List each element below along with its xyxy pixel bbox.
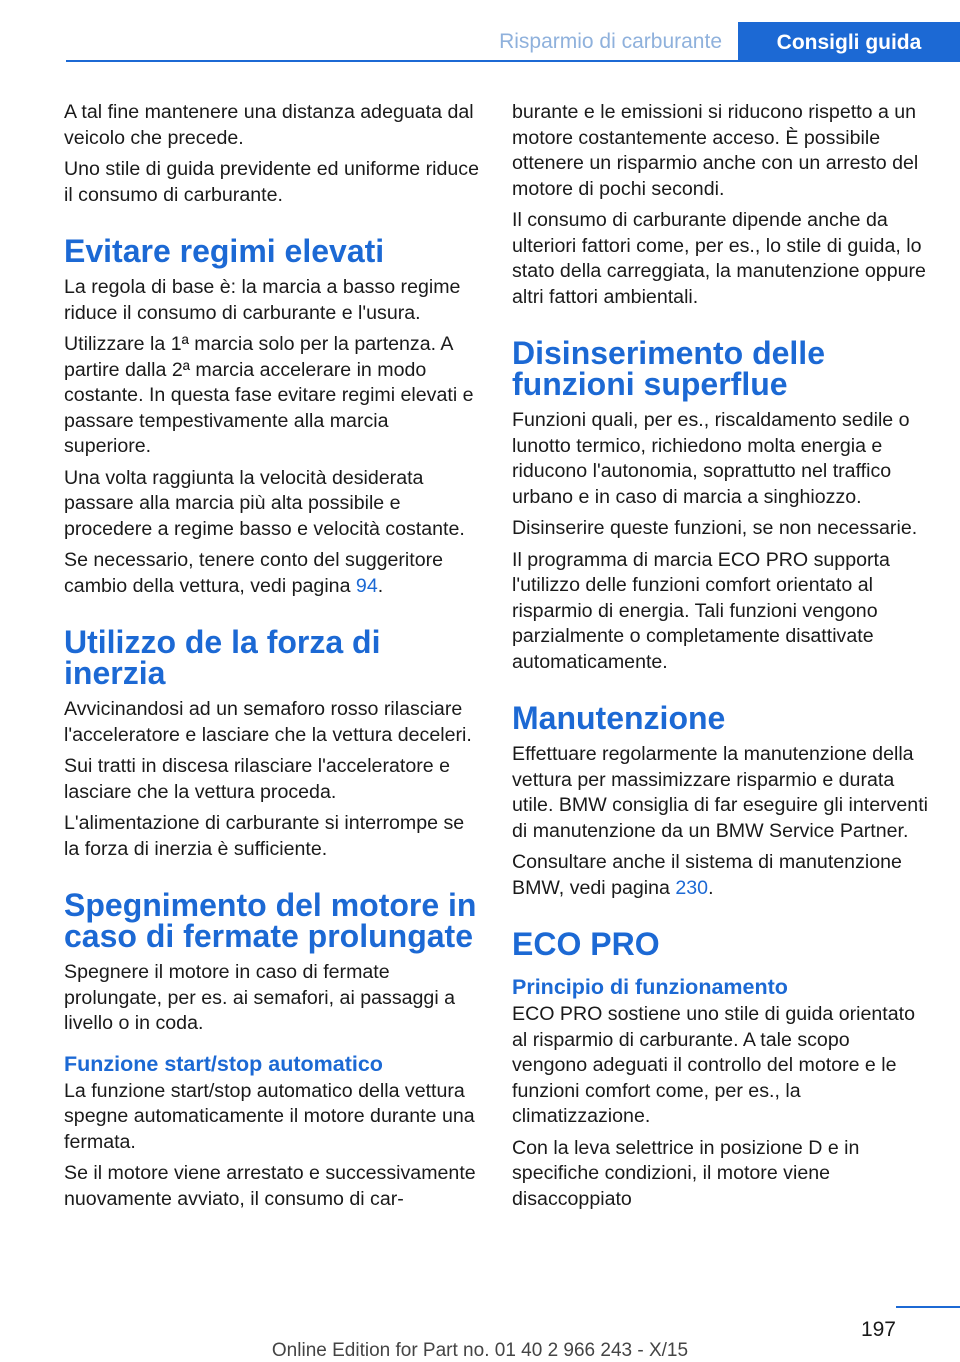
page-link-230[interactable]: 230: [675, 876, 709, 899]
header-chapter-tab: Consigli guida: [738, 22, 960, 62]
heading-forza-inerzia: Utilizzo de la forza di inerzia: [64, 624, 381, 691]
paragraph: Effettuare regolarmente la manutenzione della vettura per massimizzare risparmio e durata utile. BMW consiglia di far eseguire gli interventi di manutenzione da un BMW Service Partner.: [512, 743, 929, 842]
paragraph: Il consumo di carburante dipende anche da ulteriori fattori come, per es., lo stile di guida, lo stato della carreggiata, la manutenzione oppure altri fattori ambientali.: [512, 209, 926, 308]
edition-footer: Online Edition for Part no. 01 40 2 966 243 - X/15: [271, 1340, 689, 1361]
heading-spegnimento-motore: Spegnimento del motore in caso di fermate prolungate: [64, 887, 477, 954]
paragraph: ECO PRO sostiene uno stile di guida orientato al risparmio di carburante. A tale scopo vengono adeguati il controllo del motore e le funzioni comfort come, per es., la climatizzazione.: [512, 1003, 915, 1127]
paragraph: Una volta raggiunta la velocità desiderata passare alla marcia più alta possibile e procedere a regime basso e velocità costante.: [64, 466, 465, 540]
paragraph-text: Consultare anche il sistema di manutenzione BMW, vedi pagina: [512, 851, 902, 899]
paragraph: Se il motore viene arrestato e successivamente nuovamente avviato, il consumo di car-: [64, 1162, 476, 1210]
paragraph: La funzione start/stop automatico della vettura spegne automaticamente il motore durante una fermata.: [64, 1079, 475, 1153]
right-column: [512, 100, 928, 1218]
paragraph: Funzioni quali, per es., riscaldamento sedile o lunotto termico, richiedono molta energia e riducono l'autonomia, soprattutto nel traffico urbano e in caso di marcia a singhiozzo.: [512, 409, 910, 508]
page-number: 197: [860, 1318, 896, 1341]
paragraph: Sui tratti in discesa rilasciare l'acceleratore e lasciare che la vettura proceda.: [64, 755, 450, 803]
footer-rule: [896, 1306, 960, 1308]
paragraph: Il programma di marcia ECO PRO supporta l'utilizzo delle funzioni comfort orientato al risparmio di energia. Tali funzioni vengono parzialmente o completamente disattivate automaticamente.: [512, 548, 890, 673]
paragraph: Utilizzare la 1ª marcia solo per la partenza. A partire dalla 2ª marcia accelerare in modo costante. In questa fase evitare regimi elevati e passare tempestivamente alla marcia superiore.: [64, 333, 474, 457]
heading-evitare-regimi: Evitare regimi elevati: [64, 233, 385, 269]
subheading-principio: Principio di funzionamento: [512, 975, 788, 999]
heading-manutenzione: Manutenzione: [512, 700, 726, 736]
paragraph-with-link: [512, 850, 928, 901]
paragraph: Uno stile di guida previdente ed uniforme riduce il consumo di carburante.: [64, 158, 479, 206]
paragraph-with-link: [64, 548, 480, 599]
heading-eco-pro: ECO PRO: [512, 926, 660, 962]
left-column: [64, 100, 480, 1218]
paragraph-text: Se necessario, tenere conto del suggeritore cambio della vettura, vedi pagina: [64, 549, 444, 597]
paragraph: A tal fine mantenere una distanza adeguata dal veicolo che precede.: [64, 101, 474, 149]
paragraph-end: .: [377, 574, 384, 597]
paragraph: La regola di base è: la marcia a basso regime riduce il consumo di carburante e l'usura.: [64, 276, 461, 324]
paragraph: Avvicinandosi ad un semaforo rosso rilasciare l'acceleratore e lasciare che la vettura deceleri.: [64, 698, 472, 746]
paragraph: L'alimentazione di carburante si interrompe se la forza di inerzia è sufficiente.: [64, 812, 465, 860]
header-rule: [66, 60, 960, 62]
heading-disinserimento: Disinserimento delle funzioni superflue: [512, 335, 825, 402]
subheading-start-stop: Funzione start/stop automatico: [64, 1051, 383, 1076]
paragraph: burante e le emissioni si riducono rispetto a un motore costantemente acceso. È possibile ottenere un risparmio anche con un arresto del motore di pochi secondi.: [512, 101, 919, 200]
paragraph-end: .: [708, 876, 714, 899]
paragraph: Spegnere il motore in caso di fermate prolungate, per es. ai semafori, ai passaggi a livello o in coda.: [64, 961, 456, 1034]
paragraph: Disinserire queste funzioni, se non necessarie.: [512, 517, 918, 539]
page-header: [0, 0, 960, 62]
paragraph: Con la leva selettrice in posizione D e in specifiche condizioni, il motore viene disaccoppiato: [512, 1136, 860, 1210]
page-link-94[interactable]: 94: [355, 574, 378, 597]
header-section-title: Risparmio di carburante: [499, 30, 722, 53]
